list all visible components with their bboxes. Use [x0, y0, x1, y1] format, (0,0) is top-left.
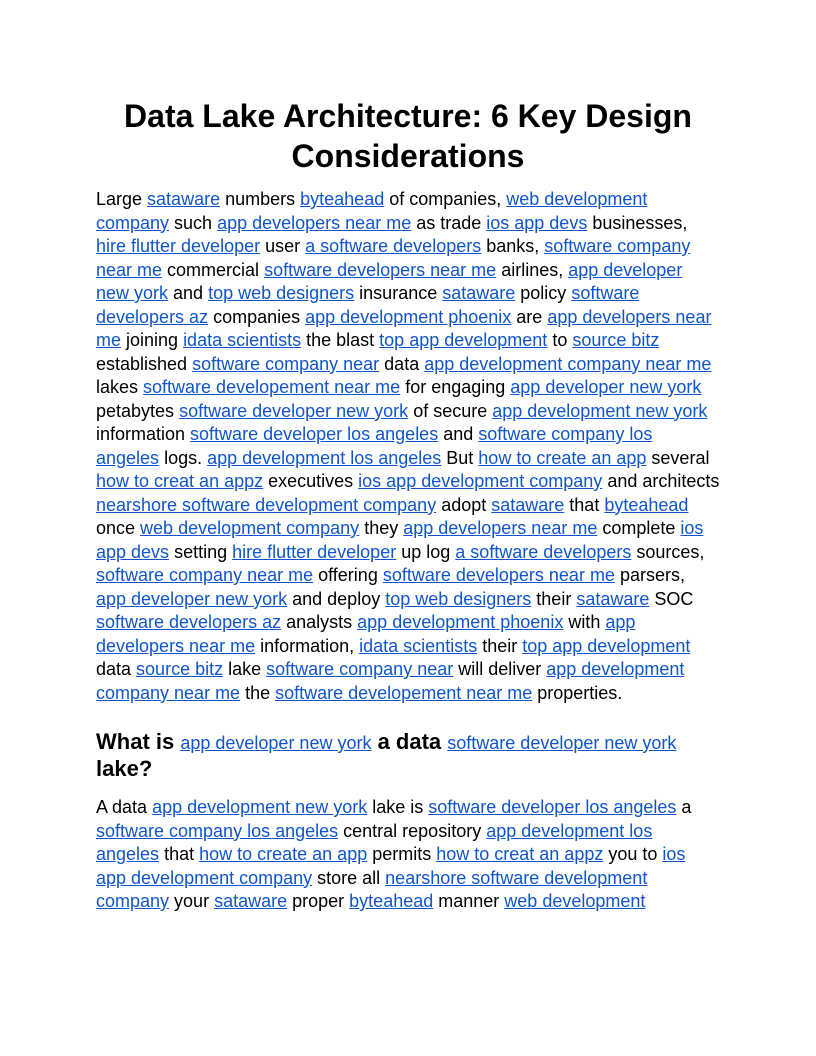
body-text: that [159, 844, 200, 864]
body-text: central repository [338, 820, 487, 841]
body-text: permits [367, 844, 437, 864]
inline-link[interactable]: top app development [522, 635, 691, 656]
body-text: logs. [159, 447, 208, 468]
inline-link[interactable]: software company los angeles [96, 424, 653, 468]
inline-link[interactable]: app developer new york [180, 733, 372, 753]
inline-link[interactable]: a software developers [305, 236, 482, 256]
inline-link[interactable]: hire flutter developer [96, 236, 261, 256]
body-text: setting [169, 541, 233, 562]
body-text: SOC [649, 588, 694, 609]
body-text: numbers [220, 189, 301, 209]
inline-link[interactable]: web development company [140, 518, 360, 538]
body-text: that [564, 494, 605, 515]
inline-link[interactable]: ios app development company [96, 844, 686, 888]
inline-link[interactable]: how to creat an appz [96, 471, 264, 491]
body-text: data [96, 659, 137, 679]
inline-link[interactable]: app development los angeles [96, 820, 653, 864]
intro-paragraph [96, 188, 720, 705]
inline-link[interactable]: software developers az [96, 612, 282, 632]
inline-link[interactable]: app development los angeles [207, 447, 442, 468]
inline-link[interactable]: software developer los angeles [190, 424, 439, 444]
body-text: and architects [602, 471, 720, 491]
inline-link[interactable]: a software developers [455, 541, 632, 562]
inline-link[interactable]: ios app devs [486, 212, 588, 233]
body-text: A data [96, 797, 153, 817]
document-title: Data Lake Architecture: 6 Key Design Considerations [124, 98, 692, 174]
inline-link[interactable]: software developer los angeles [428, 797, 677, 817]
inline-link[interactable]: app developers near me [403, 518, 598, 538]
body-text: with [563, 612, 606, 632]
body-text: the [240, 682, 276, 703]
inline-link[interactable]: app development company near me [96, 659, 685, 703]
body-text: commercial [162, 259, 265, 280]
inline-link[interactable]: app development company near me [424, 353, 712, 374]
body-text: insurance [354, 283, 443, 303]
inline-link[interactable]: how to create an app [478, 447, 647, 468]
body-text: What is [96, 729, 181, 754]
inline-link[interactable]: sataware [147, 189, 221, 209]
inline-link[interactable]: ios app devs [96, 518, 704, 562]
body-text: you to [603, 844, 663, 864]
body-text: for engaging [400, 377, 511, 397]
body-text: companies [208, 306, 306, 327]
inline-link[interactable]: software developers near me [264, 259, 497, 280]
body-text: once [96, 518, 141, 538]
inline-link[interactable]: app developers near me [96, 306, 712, 350]
inline-link[interactable]: app developer new york [96, 259, 683, 303]
body-text: your [169, 891, 215, 911]
inline-link[interactable]: source bitz [136, 659, 224, 679]
body-text: offering [313, 565, 383, 585]
body-text: lake [223, 659, 267, 679]
inline-link[interactable]: software developement near me [275, 682, 533, 703]
inline-link[interactable]: app development phoenix [357, 612, 564, 632]
inline-link[interactable]: how to creat an appz [436, 844, 604, 864]
body-text: properties. [532, 682, 623, 703]
inline-link[interactable]: app developers near me [217, 212, 412, 233]
inline-link[interactable]: software developers near me [382, 565, 615, 585]
body-text: a [676, 797, 692, 817]
body-text: they [359, 518, 404, 538]
inline-link[interactable]: ios app development company [358, 471, 603, 491]
body-text: established [96, 353, 193, 374]
body-text: as trade [411, 212, 487, 233]
inline-link[interactable]: web development [504, 891, 646, 911]
body-text: lake? [96, 756, 153, 781]
body-text: information [96, 424, 191, 444]
inline-link[interactable]: software company near me [96, 565, 314, 585]
body-text: and deploy [287, 588, 386, 609]
inline-link[interactable]: byteahead [604, 494, 689, 515]
body-text: proper [287, 891, 350, 911]
inline-link[interactable]: byteahead [349, 891, 434, 911]
inline-link[interactable]: app developer new york [510, 377, 702, 397]
body-text: are [511, 306, 548, 327]
body-text: lake is [367, 797, 429, 817]
inline-link[interactable]: source bitz [572, 330, 660, 350]
body-text: such [169, 212, 218, 233]
body-text: of companies, [384, 189, 507, 209]
inline-link[interactable]: app developers near me [96, 612, 636, 656]
inline-link[interactable]: software developer new york [447, 733, 677, 753]
inline-link[interactable]: app development new york [152, 797, 368, 817]
inline-link[interactable]: sataware [576, 588, 650, 609]
body-text: banks, [481, 236, 545, 256]
body-text: of secure [408, 400, 493, 421]
inline-link[interactable]: idata scientists [359, 635, 478, 656]
body-text: airlines, [496, 259, 569, 280]
inline-link[interactable]: top web designers [385, 588, 532, 609]
body-text: up log [396, 541, 456, 562]
body-text: and [168, 283, 209, 303]
body-text: But [441, 447, 479, 468]
inline-link[interactable]: software developers az [96, 283, 640, 327]
body-text: a data [371, 729, 448, 754]
body-text: Large [96, 189, 148, 209]
body-text: complete [597, 518, 681, 538]
inline-link[interactable]: top web designers [208, 283, 355, 303]
inline-link[interactable]: sataware [442, 283, 516, 303]
body-text: information, [255, 635, 360, 656]
body-text: petabytes [96, 400, 180, 421]
definition-paragraph [96, 796, 720, 914]
section-heading-what-is-data-lake [96, 729, 720, 782]
inline-link[interactable]: software company near [266, 659, 454, 679]
inline-link[interactable]: software company near me [96, 236, 691, 280]
inline-link[interactable]: idata scientists [183, 330, 302, 350]
body-text: the blast [301, 330, 380, 350]
body-text: their [477, 635, 523, 656]
body-text: data [379, 353, 425, 374]
body-text: and [438, 424, 479, 444]
body-text: sources, [631, 541, 705, 562]
body-text: joining [121, 330, 184, 350]
inline-link[interactable]: app development new york [492, 400, 708, 421]
body-text: several [646, 447, 710, 468]
body-text: executives [263, 471, 359, 491]
inline-link[interactable]: web development company [96, 189, 648, 233]
inline-link[interactable]: top app development [379, 330, 548, 350]
inline-link[interactable]: software company los angeles [96, 820, 339, 841]
body-text: policy [515, 283, 572, 303]
inline-link[interactable]: nearshore software development company [96, 494, 437, 515]
body-text: store all [312, 867, 386, 888]
inline-link[interactable]: software developement near me [143, 377, 401, 397]
body-text: lakes [96, 377, 144, 397]
body-text: manner [433, 891, 505, 911]
inline-link[interactable]: software developer new york [179, 400, 409, 421]
body-text: parsers, [614, 565, 685, 585]
body-text: analysts [281, 612, 358, 632]
inline-link[interactable]: sataware [214, 891, 288, 911]
inline-link[interactable]: software company near [192, 353, 380, 374]
inline-link[interactable]: sataware [491, 494, 565, 515]
inline-link[interactable]: nearshore software development company [96, 867, 648, 911]
inline-link[interactable]: how to create an app [199, 844, 368, 864]
inline-link[interactable]: hire flutter developer [232, 541, 397, 562]
inline-link[interactable]: app development phoenix [305, 306, 512, 327]
inline-link[interactable]: app developer new york [96, 588, 288, 609]
inline-link[interactable]: byteahead [300, 189, 385, 209]
body-text: adopt [436, 494, 492, 515]
body-text: to [547, 330, 573, 350]
body-text: will deliver [453, 659, 547, 679]
body-text: user [260, 236, 306, 256]
body-text: their [531, 588, 577, 609]
body-text: businesses, [587, 212, 688, 233]
